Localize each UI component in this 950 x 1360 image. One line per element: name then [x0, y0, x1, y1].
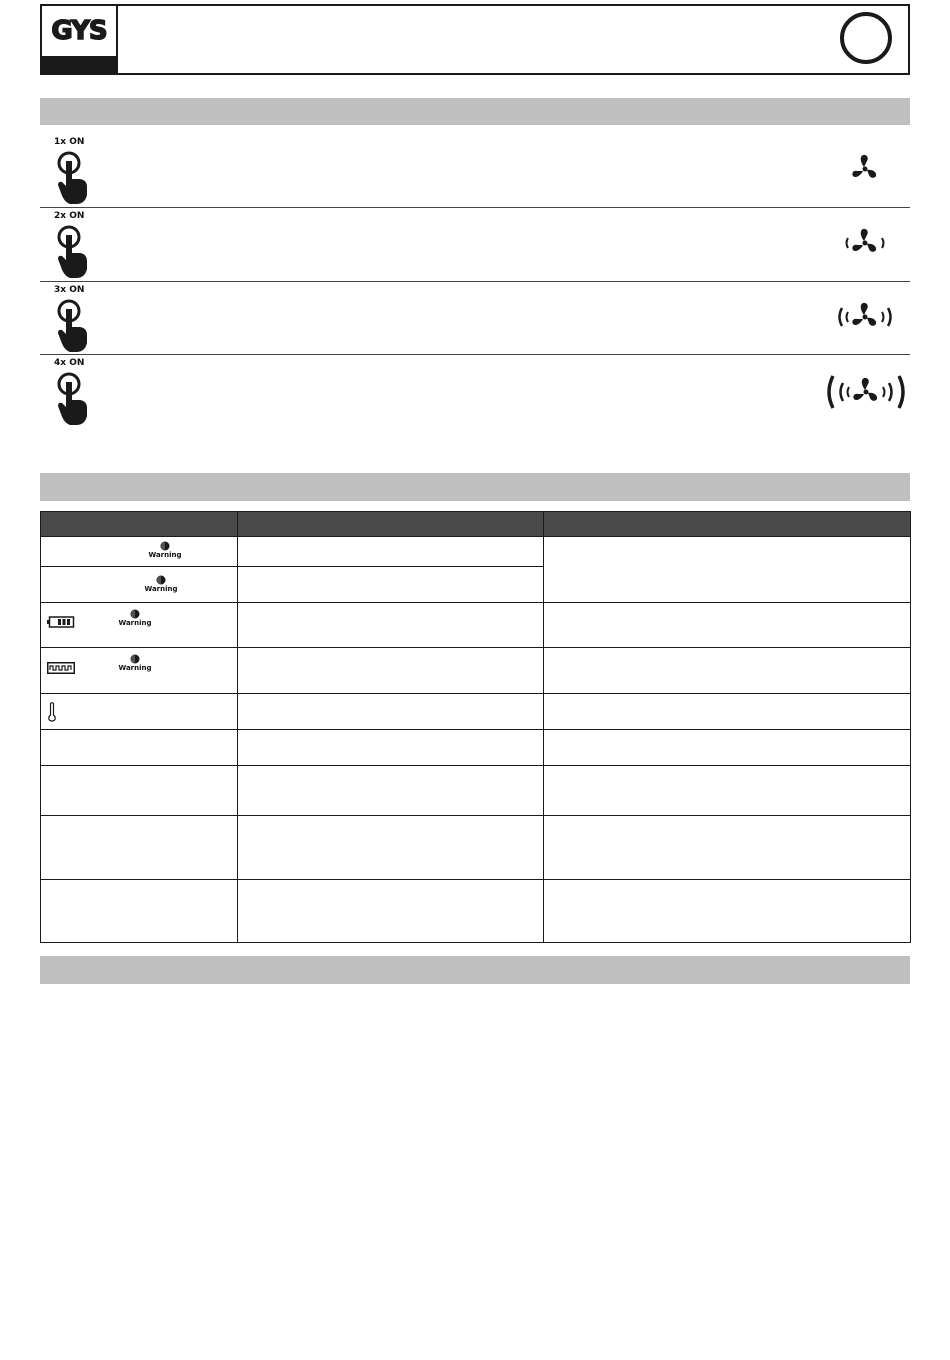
table-cell	[41, 648, 238, 694]
table-cell	[238, 730, 544, 766]
table-cell	[238, 603, 544, 648]
table-header-cell	[544, 512, 911, 537]
table-cell	[544, 648, 911, 694]
table-cell	[544, 603, 911, 648]
table-cell	[41, 766, 238, 816]
mode-label: 2x ON	[54, 211, 85, 221]
table-cell	[41, 880, 238, 943]
fan-icon-level-2	[840, 221, 890, 265]
mode-row-4	[40, 356, 910, 434]
mode-row-1	[40, 135, 910, 208]
table-row	[41, 603, 911, 648]
logo-text: GYS	[51, 16, 107, 46]
table-cell	[544, 816, 911, 880]
mode-row-2	[40, 209, 910, 282]
table-cell	[238, 816, 544, 880]
mode-label: 1x ON	[54, 137, 85, 147]
touch-button-icon	[52, 370, 92, 426]
warning-indicator	[141, 575, 181, 594]
table-cell	[41, 816, 238, 880]
table-cell	[544, 880, 911, 943]
gys-logo	[42, 6, 118, 73]
fan-icon-level-3	[833, 295, 897, 339]
table-cell	[238, 694, 544, 730]
warning-led-icon	[130, 654, 140, 664]
warning-table	[40, 511, 911, 943]
fan-icon	[848, 147, 882, 191]
table-row	[41, 648, 911, 694]
section-band-bottom	[40, 956, 910, 984]
table-row	[41, 694, 911, 730]
page-header	[40, 4, 910, 75]
table-header-cell	[238, 512, 544, 537]
section-band-warnings	[40, 473, 910, 501]
language-badge-circle	[840, 12, 892, 64]
table-header-row	[41, 512, 911, 537]
table-cell	[41, 567, 238, 603]
table-cell	[544, 537, 911, 603]
warning-led-icon	[156, 575, 166, 585]
mode-label: 3x ON	[54, 285, 85, 295]
table-cell	[238, 880, 544, 943]
table-cell	[41, 730, 238, 766]
mode-row-3	[40, 283, 910, 355]
table-row	[41, 766, 911, 816]
table-cell	[544, 730, 911, 766]
table-cell	[41, 694, 238, 730]
table-row	[41, 880, 911, 943]
warning-label: Warning	[144, 585, 178, 593]
warning-label: Warning	[118, 664, 152, 672]
table-row	[41, 816, 911, 880]
table-cell	[41, 603, 238, 648]
table-cell	[238, 537, 544, 567]
warning-label: Warning	[148, 551, 182, 559]
table-row	[41, 537, 911, 567]
table-cell	[238, 648, 544, 694]
touch-button-icon	[52, 149, 92, 205]
fan-icon-level-4	[823, 370, 909, 414]
heating-element-icon	[47, 662, 75, 674]
warning-label: Warning	[118, 619, 152, 627]
table-cell	[41, 537, 238, 567]
warning-indicator	[115, 609, 155, 628]
battery-icon	[47, 616, 75, 628]
warning-indicator	[145, 541, 185, 560]
table-row	[41, 730, 911, 766]
warning-led-icon	[130, 609, 140, 619]
thermometer-icon	[48, 702, 56, 722]
table-cell	[238, 766, 544, 816]
mode-label: 4x ON	[54, 358, 85, 368]
touch-button-icon	[52, 223, 92, 279]
table-cell	[544, 694, 911, 730]
table-cell	[544, 766, 911, 816]
table-header-cell	[41, 512, 238, 537]
warning-led-icon	[160, 541, 170, 551]
touch-button-icon	[52, 297, 92, 353]
section-band-modes	[40, 98, 910, 125]
warning-indicator	[115, 654, 155, 673]
table-cell	[238, 567, 544, 603]
